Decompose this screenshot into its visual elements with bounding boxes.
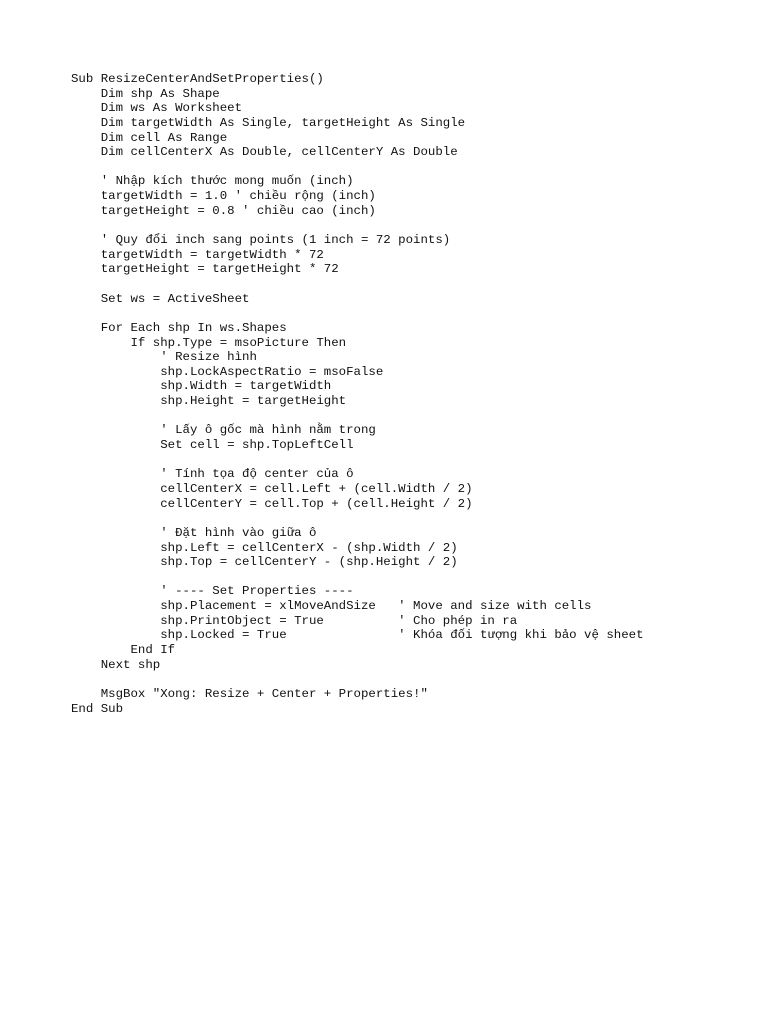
- code-line: If shp.Type = msoPicture Then: [71, 335, 347, 350]
- code-line: ' ---- Set Properties ----: [71, 584, 354, 599]
- code-line: For Each shp In ws.Shapes: [71, 320, 287, 335]
- code-line: shp.Locked = True ' Khóa đối tượng khi bảo vệ sheet: [71, 628, 644, 643]
- code-line: shp.Placement = xlMoveAndSize ' Move and size with cells: [71, 599, 592, 614]
- code-line: ' Lấy ô gốc mà hình nằm trong: [71, 423, 376, 438]
- code-line: targetHeight = targetHeight * 72: [71, 262, 339, 277]
- code-line: [71, 409, 644, 424]
- code-line: targetHeight = 0.8 ' chiều cao (inch): [71, 203, 376, 218]
- code-line: targetWidth = targetWidth * 72: [71, 247, 324, 262]
- code-line: Dim ws As Worksheet: [71, 101, 243, 116]
- code-line: MsgBox "Xong: Resize + Center + Properties!": [71, 686, 428, 701]
- code-line: cellCenterX = cell.Left + (cell.Width / 2): [71, 481, 473, 496]
- code-line: [71, 277, 644, 292]
- code-line: ' Tính tọa độ center của ô: [71, 467, 354, 482]
- code-line: ' Quy đổi inch sang points (1 inch = 72 points): [71, 233, 451, 248]
- code-line: [71, 511, 644, 526]
- code-line: [71, 570, 644, 585]
- code-line: Dim cellCenterX As Double, cellCenterY As Double: [71, 145, 458, 160]
- code-line: Sub ResizeCenterAndSetProperties(): [71, 72, 324, 86]
- code-line: shp.Height = targetHeight: [71, 394, 347, 409]
- vba-code-block: [71, 72, 644, 716]
- code-line: shp.LockAspectRatio = msoFalse: [71, 364, 384, 379]
- code-line: Dim targetWidth As Single, targetHeight As Single: [71, 115, 466, 130]
- code-line: shp.Left = cellCenterX - (shp.Width / 2): [71, 540, 458, 555]
- code-line: End If: [71, 642, 176, 657]
- code-line: Dim shp As Shape: [71, 86, 220, 101]
- code-line: Dim cell As Range: [71, 130, 228, 145]
- code-line: ' Nhập kích thước mong muốn (inch): [71, 174, 354, 189]
- code-line: [71, 160, 644, 175]
- code-line: ' Resize hình: [71, 350, 257, 365]
- code-line: Next shp: [71, 657, 161, 672]
- code-line: cellCenterY = cell.Top + (cell.Height / 2): [71, 496, 473, 511]
- code-line: End Sub: [71, 701, 124, 716]
- code-line: shp.Width = targetWidth: [71, 379, 332, 394]
- code-line: [71, 306, 644, 321]
- code-line: Set ws = ActiveSheet: [71, 291, 250, 306]
- code-line: [71, 672, 644, 687]
- code-line: Set cell = shp.TopLeftCell: [71, 438, 354, 453]
- code-line: ' Đặt hình vào giữa ô: [71, 525, 317, 540]
- code-line: [71, 218, 644, 233]
- code-line: targetWidth = 1.0 ' chiều rộng (inch): [71, 189, 376, 204]
- code-line: shp.Top = cellCenterY - (shp.Height / 2): [71, 555, 458, 570]
- code-line: shp.PrintObject = True ' Cho phép in ra: [71, 613, 518, 628]
- code-line: [71, 453, 644, 468]
